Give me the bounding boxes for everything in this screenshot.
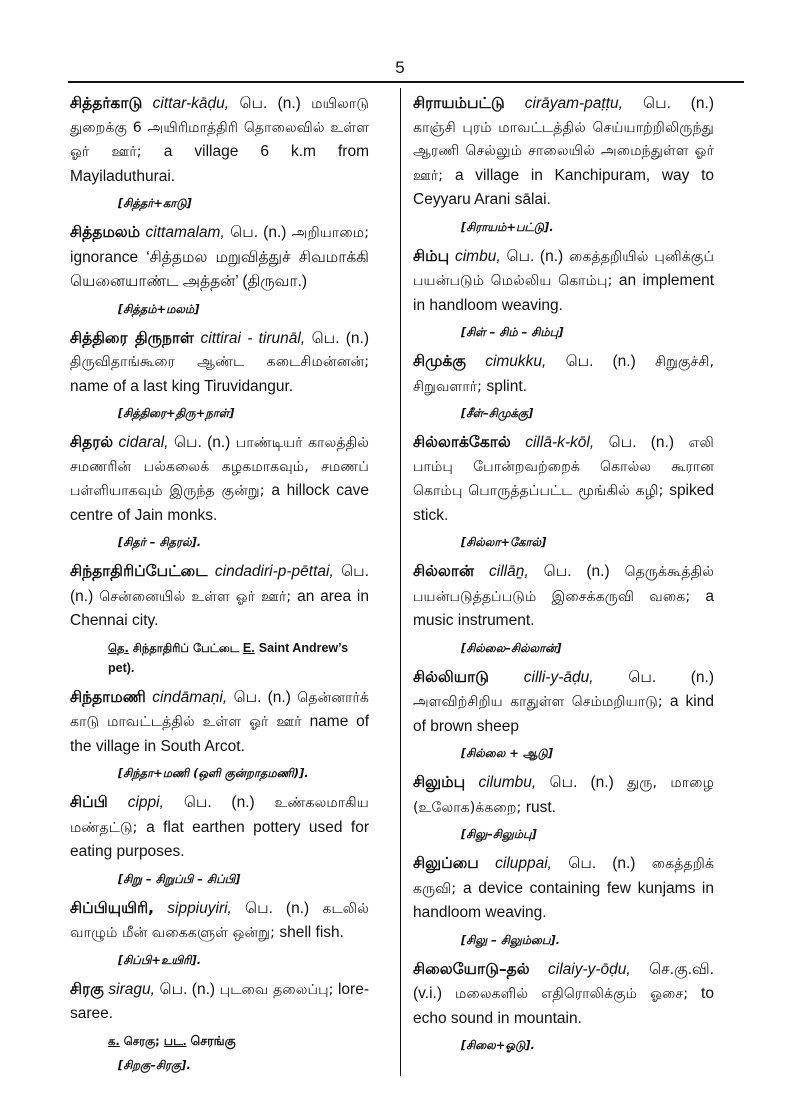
dictionary-entry [70,327,369,424]
tamil-definition: திருவிதாங்கூரை ஆண்ட கடைசிமன்னன்; [70,354,369,370]
etymology: [சிராயம்+பட்டு]. [461,219,554,234]
etymology: [சில்லை + ஆடு] [461,746,553,760]
grammar-tag: பெ. (n.) [311,329,370,347]
cognate-word: சிந்தாதிரிப் பேட்டை [132,640,239,655]
cognate-word-2: Saint Andrew’s pet). [108,640,349,675]
etymology: [சித்தம்+மலம்] [118,301,200,316]
etymology: [சித்தர்+காடு] [118,196,192,210]
headword: சில்லான் [413,562,475,580]
entry-text [413,92,714,213]
dictionary-entry [70,92,369,213]
english-definition: a kind of brown sheep [413,693,714,735]
english-definition: lore-saree. [70,980,369,1022]
english-definition: shell fish. [279,924,344,941]
english-definition: an implement in handloom weaving. [413,272,715,314]
grammar-tag: பெ. (n.) [565,353,636,370]
transliteration: siragu, [108,980,155,998]
english-definition: to echo sound in mountain. [413,985,714,1027]
dictionary-entry [70,791,369,889]
dictionary-entry [70,686,369,784]
transliteration: sippiuyiri, [167,899,232,917]
tamil-definition: எலி பாம்பு போன்றவற்றைக் கொல்ல கூரான கொம்பு பொருத்தப்பட்ட மூங்கில் கழி; [413,435,714,499]
transliteration: cittamalam, [145,224,225,241]
headword: சிம்பு [413,246,450,265]
grammar-tag: பெ. (n.) [628,668,714,686]
dictionary-entry [70,560,369,678]
headword: சில்லியாடு [413,667,490,686]
transliteration: cirāyam-paṭṭu, [524,95,623,112]
cognate-language: தெ. [108,640,129,655]
entry-text [70,897,369,946]
entry-text [413,958,714,1032]
transliteration: cillā-k-kōl, [525,434,595,451]
cognate-language-2: பட. [163,1033,187,1048]
etymology: [சில்லா+கோல்] [461,535,547,549]
headword: சிந்தாமணி [70,687,146,706]
grammar-tag: பெ. (n.) [233,688,291,706]
tamil-definition: சிறுகுச்சி, சிறுவளார்; [413,354,714,395]
headword: சில்லாக்கோல் [413,433,511,451]
english-definition: name of the village in South Arcot. [70,713,369,755]
tamil-definition: கைத்தறியில் புனிக்குப் பயன்படும் மெல்லிய கொம்பு; [413,248,715,289]
cognate-language-2: E. [242,640,255,655]
grammar-tag: பெ. (n.) [239,95,301,112]
cognate-language: க. [108,1033,120,1048]
etymology: [சிறு – சிறுப்பி – சிப்பி] [118,871,241,886]
grammar-tag: பெ. (n.) [245,899,310,917]
grammar-tag: பெ. (n.) [643,95,715,112]
tamil-definition: புடவை தலைப்பு; [219,981,334,998]
transliteration: cimukku, [485,353,547,370]
english-definition: a village in Kanchipuram, way to Ceyyaru Arani sālai. [413,166,714,208]
headword: சிரகு [70,979,104,998]
dictionary-entry [413,560,714,658]
etymology: [சிதர் – சிதரல்]. [118,535,202,549]
tamil-definition: கடலில் வாழும் மீன் வகைகளுள் ஒன்று; [70,900,369,941]
etymology: [சிறகு–சிரகு]. [118,1057,191,1072]
dictionary-entry [70,978,369,1075]
grammar-tag: பெ. (n.) [549,774,614,791]
english-definition: splint. [486,377,527,395]
dictionary-entry [413,431,714,552]
dictionary-entry [70,221,369,319]
transliteration: cittar-kāḍu, [152,95,230,112]
english-definition: name of a last king Tiruvidangur. [70,377,294,395]
dictionary-entry [413,92,714,237]
headword: சிலும்பு [413,773,466,791]
tamil-definition: அளவிற்சிறிய காதுள்ள செம்மறியாடு; [413,694,663,710]
left-column [70,92,369,1083]
english-definition: a flat earthen pottery used for eating purposes. [70,818,370,860]
tamil-definition: மயிலாடு துறைக்கு 6 அயிரிமாத்திரி தொலைவில் உள்ள ஓர் ஊர்; [70,96,370,160]
etymology: [சீள்–சிமுக்கு] [461,406,534,420]
dictionary-entry [413,245,714,343]
etymology: [சிள் – சிம் – சிம்பு] [461,325,564,339]
tamil-definition: தெருக்கூத்தில் பயன்படுத்தப்படும் இசைக்கருவி வகை; [413,564,714,605]
etymology: [சிப்பி+உயிரி]. [118,952,202,967]
grammar-tag: பெ. (n.) [159,980,216,998]
entry-text [70,431,369,528]
tamil-definition: கைத்தறிக் கருவி; [413,856,715,897]
etymology: [சித்திரை+திரு+நாள்] [118,406,235,420]
dictionary-entry [70,897,369,970]
headword: சிப்பியுயிரி, [70,898,155,917]
page-number: 5 [395,58,405,77]
transliteration: cimbu, [454,247,501,265]
transliteration: cilaiy-y-ōḍu, [548,960,631,978]
english-definition: an area in Chennai city. [70,587,369,629]
entry-text [413,431,714,528]
english-definition: ignorance ‘சித்தமல மறுவித்துச் சிவமாக்கி யெனையாண்ட அத்தன்’ (திருவா.) [70,248,369,290]
transliteration: cilumbu, [478,774,537,791]
tamil-definition: பாண்டியர் காலத்தில் சமணரின் பல்கலைக் கழகமாகவும், சமணப் பள்ளியாகவும் இருந்த குன்று; [70,435,370,499]
tamil-definition: சென்னையில் உள்ள ஓர் ஊர்; [99,588,292,605]
dictionary-entry [70,431,369,552]
entry-text [70,92,369,189]
dictionary-entry [413,350,714,423]
headword: சிப்பி [70,793,108,811]
transliteration: cindāmaṇi, [152,688,228,706]
transliteration: cindadiri-p-pēttai, [214,563,334,580]
headword: சிராயம்பட்டு [413,94,505,112]
cognate-word-2: செரங்கு [190,1033,236,1048]
cognate-note [70,1031,369,1051]
entry-text [413,350,714,399]
grammar-tag: பெ. (n.) [183,794,255,811]
etymology: [சிந்தா+மணி (ஒளி குன்றாதமணி)]. [118,766,309,780]
cognate-note [70,638,369,678]
dictionary-entry [413,852,714,950]
etymology: [சில்லை–சில்லான்] [461,640,562,655]
etymology: [சிலு–சிலும்பு] [461,827,537,841]
right-column [413,92,714,1063]
cognate-word: செரகு; [123,1033,160,1048]
tamil-definition: துரு, மாழை (உலோக)க்கறை; [413,775,714,816]
etymology: [சிலை+ஓடு]. [461,1038,535,1052]
tamil-definition: உண்கலமாகிய மண்தட்டு; [70,795,369,836]
dictionary-entry [413,771,714,844]
entry-text [413,666,714,740]
english-definition: a village 6 k.m from Mayiladuthurai. [70,143,369,185]
transliteration: cilli-y-āḍu, [523,668,594,686]
grammar-tag: செ.கு.வி. (v.i.) [413,960,714,1002]
transliteration: cippi, [127,794,164,811]
grammar-tag: பெ. (n.) [506,247,564,265]
grammar-tag: பெ. (n.) [70,563,369,605]
grammar-tag: பெ. (n.) [173,434,231,451]
entry-text [70,560,369,634]
entry-text [413,560,714,634]
headword: சிதரல் [70,433,114,451]
tamil-definition: தென்னார்க் காடு மாவட்டத்தில் உள்ள ஓர் ஊர் [70,689,369,730]
headword: சித்திரை திருநாள் [70,328,195,347]
entry-text [413,771,714,820]
entry-text [70,686,369,760]
headword: சிந்தாதிரிப்பேட்டை [70,562,208,580]
english-definition: a device containing few kunjams in handloom weaving. [413,879,714,921]
dictionary-entry [413,666,714,764]
column-divider [400,88,401,1076]
headword: சித்தமலம் [70,223,141,241]
transliteration: ciluppai, [495,855,552,872]
etymology: [சிலு – சிலும்பை]. [461,932,561,947]
tamil-definition: காஞ்சி புரம் மாவட்டத்தில் செய்யாற்றிலிருந்து ஆரணி செல்லும் சாலையில் அமைந்துள்ள ஓர் ஊர்; [413,119,714,184]
grammar-tag: பெ. (n.) [543,563,610,580]
headword: சிலுப்பை [413,854,479,872]
english-definition: rust. [525,798,556,816]
english-definition: spiked stick. [413,482,714,524]
entry-text [70,791,369,865]
entry-text [413,245,714,319]
english-definition: a hillock cave centre of Jain monks. [70,482,369,524]
dictionary-entry [413,958,714,1056]
grammar-tag: பெ. (n.) [230,224,287,241]
entry-text [413,852,714,926]
transliteration: cidaral, [118,434,169,451]
entry-text [70,978,369,1027]
transliteration: cittirai - tirunāl, [200,329,306,347]
grammar-tag: பெ. (n.) [568,855,636,872]
headword: சித்தர்காடு [70,94,143,112]
transliteration: cillāṉ, [489,563,529,580]
grammar-tag: பெ. (n.) [608,434,674,451]
headword: சிலையோடு–தல் [413,959,530,978]
tamil-definition: மலைகளில் எதிரொலிக்கும் ஓசை; [454,986,689,1002]
headword: சிமுக்கு [413,352,466,370]
entry-text [70,327,369,400]
tamil-definition: அறியாமை; [291,225,369,241]
entry-text [70,221,369,295]
english-definition: a music instrument. [413,587,714,629]
header-rule [68,81,744,83]
